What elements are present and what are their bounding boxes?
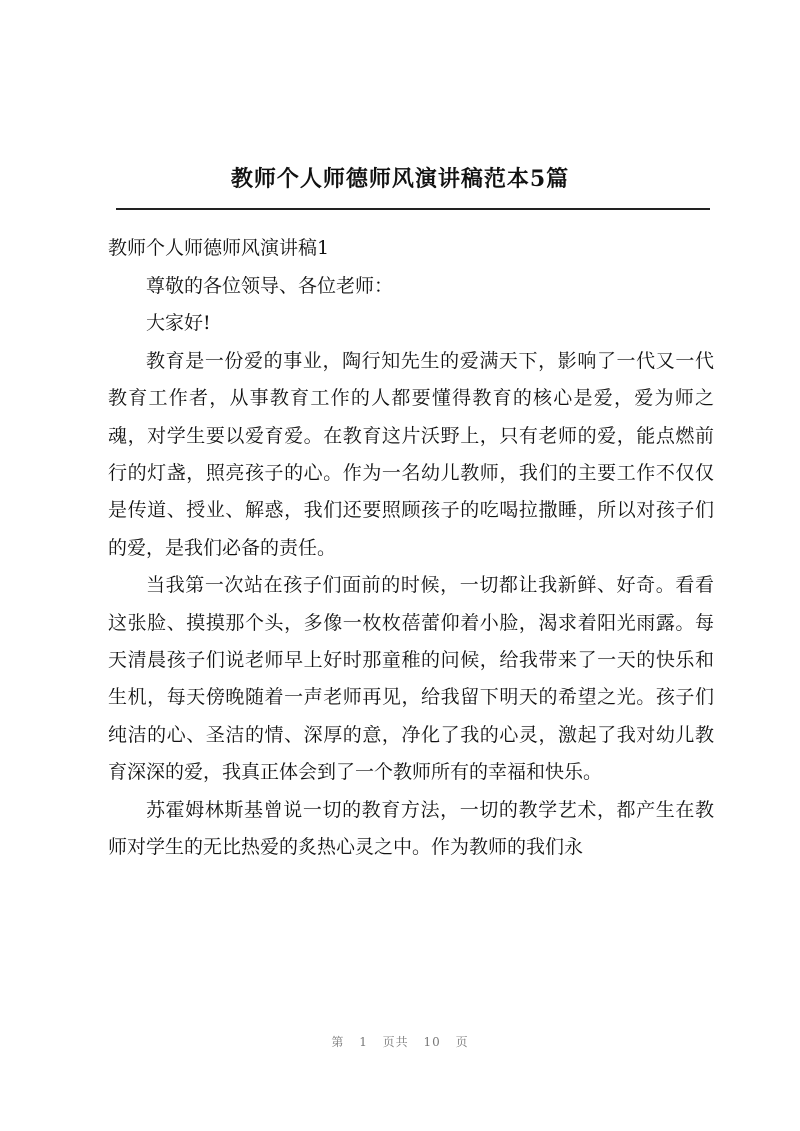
page-footer: 第 1 页共 10 页 xyxy=(331,1035,469,1049)
document-title: 教师个人师德师风演讲稿范本5篇 xyxy=(230,166,570,192)
title-divider xyxy=(116,208,710,210)
paragraph: 苏霍姆林斯基曾说一切的教育方法，一切的教学艺术，都产生在教师对学生的无比热爱的炙热心灵之中。作为教师的我们永 xyxy=(108,798,714,859)
paragraph-greeting: 大家好! xyxy=(146,312,211,335)
paragraph: 教育是一份爱的事业，陶行知先生的爱满天下，影响了一代又一代教育工作者，从事教育工作的人都要懂得教育的核心是爱，爱为师之魂，对学生要以爱育爱。在教育这片沃野上，只有老师的爱，能点燃前行的灯盏，照亮孩子的心。作为一名幼儿教师，我们的主要工作不仅仅是传道、授业、解惑，我们还要照顾孩子的吃喝拉撒睡，所以对孩子们的爱，是我们必备的责任。 xyxy=(108,349,714,559)
section-heading: 教师个人师德师风演讲稿1 xyxy=(108,237,330,259)
paragraph: 当我第一次站在孩子们面前的时候，一切都让我新鲜、好奇。看看这张脸、摸摸那个头，多像一枚枚蓓蕾仰着小脸，渴求着阳光雨露。每天清晨孩子们说老师早上好时那童稚的问候，给我带来了一天的快乐和生机，每天傍晚随着一声老师再见，给我留下明天的希望之光。孩子们纯洁的心、圣洁的情、深厚的意，净化了我的心灵，激起了我对幼儿教育深深的爱，我真正体会到了一个教师所有的幸福和快乐。 xyxy=(108,574,714,784)
body-text xyxy=(108,268,714,867)
paragraph-salutation: 尊敬的各位领导、各位老师： xyxy=(146,275,394,297)
